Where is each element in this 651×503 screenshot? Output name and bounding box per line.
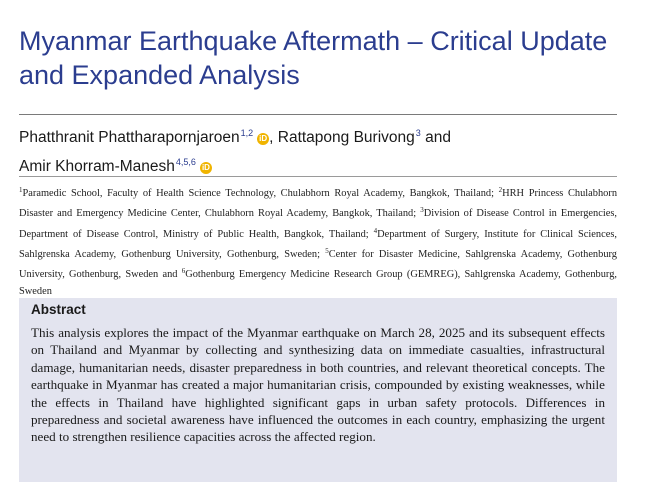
affiliation-text: Gothenburg Emergency Medicine Research Group (GEMREG), Sahlgrenska Academy, Gothenburg, Sweden bbox=[19, 269, 617, 298]
affiliation-marker: 5 bbox=[325, 246, 329, 255]
author-name[interactable]: Phatthranit Phattharapornjaroen bbox=[19, 129, 240, 146]
affiliation-marker: 2 bbox=[498, 186, 503, 194]
title-divider bbox=[19, 114, 617, 115]
affiliation-marker: 6 bbox=[181, 267, 186, 276]
orcid-icon[interactable]: iD bbox=[201, 163, 210, 172]
affiliation-text: Center for Disaster Medicine, Sahlgrenska Academy, Gothenburg University, Gothenburg, Sweden and bbox=[19, 248, 617, 281]
author-divider bbox=[19, 176, 617, 177]
author-affiliation-marker: 1,2 bbox=[240, 128, 254, 138]
abstract-box bbox=[19, 298, 617, 482]
abstract-heading: Abstract bbox=[31, 302, 86, 317]
affiliation-text: Division of Disease Control in Emergencies, Department of Disease Control, Ministry of Public Health, Bangkok, Thailand; bbox=[19, 208, 617, 240]
affiliation-marker: 1 bbox=[19, 186, 23, 194]
author-name[interactable]: Amir Khorram-Manesh bbox=[19, 158, 175, 175]
affiliations bbox=[19, 182, 617, 301]
author-list bbox=[19, 121, 619, 179]
affiliation-marker: 3 bbox=[420, 206, 424, 215]
orcid-icon[interactable]: iD bbox=[259, 134, 268, 143]
author-separator: , bbox=[269, 129, 274, 146]
affiliation-marker: 4 bbox=[373, 226, 378, 235]
abstract-text: This analysis explores the impact of the Myanmar earthquake on March 28, 2025 and its subsequent effects on Thailand and Myanmar by collecting and synthesizing data on immediate casualties, infrastructural damage, humanitarian needs, disaster preparedness in both countries, and relevant theoretical concepts. The earthquake in Myanmar has created a major humanitarian crisis, compounded by existing weaknesses, while the effects in Thailand have highlighted significant gaps in urban safety protocols. Differences in preparedness and societal awareness have influenced the outcomes in each country, emphasizing the urgent need to strengthen resilience capacities across the affected region. bbox=[31, 325, 605, 445]
author-affiliation-marker: 3 bbox=[415, 128, 421, 138]
author-name[interactable]: Rattapong Burivong bbox=[277, 129, 415, 146]
affiliation-text: Department of Surgery, Institute for Clinical Sciences, Sahlgrenska Academy, Gothenburg University, Gothenburg, Sweden; bbox=[19, 228, 617, 260]
affiliation-text: Paramedic School, Faculty of Health Science Technology, Chulabhorn Royal Academy, Bangkok, Thailand; bbox=[22, 188, 494, 199]
author-affiliation-marker: 4,5,6 bbox=[175, 157, 196, 167]
affiliation-text: HRH Princess Chulabhorn Disaster and Emergency Medicine Center, Chulabhorn Royal Academy, Bangkok, Thailand; bbox=[19, 188, 618, 220]
paper-title: Myanmar Earthquake Aftermath – Critical Update and Expanded Analysis bbox=[19, 26, 608, 90]
author-separator: and bbox=[425, 129, 451, 146]
